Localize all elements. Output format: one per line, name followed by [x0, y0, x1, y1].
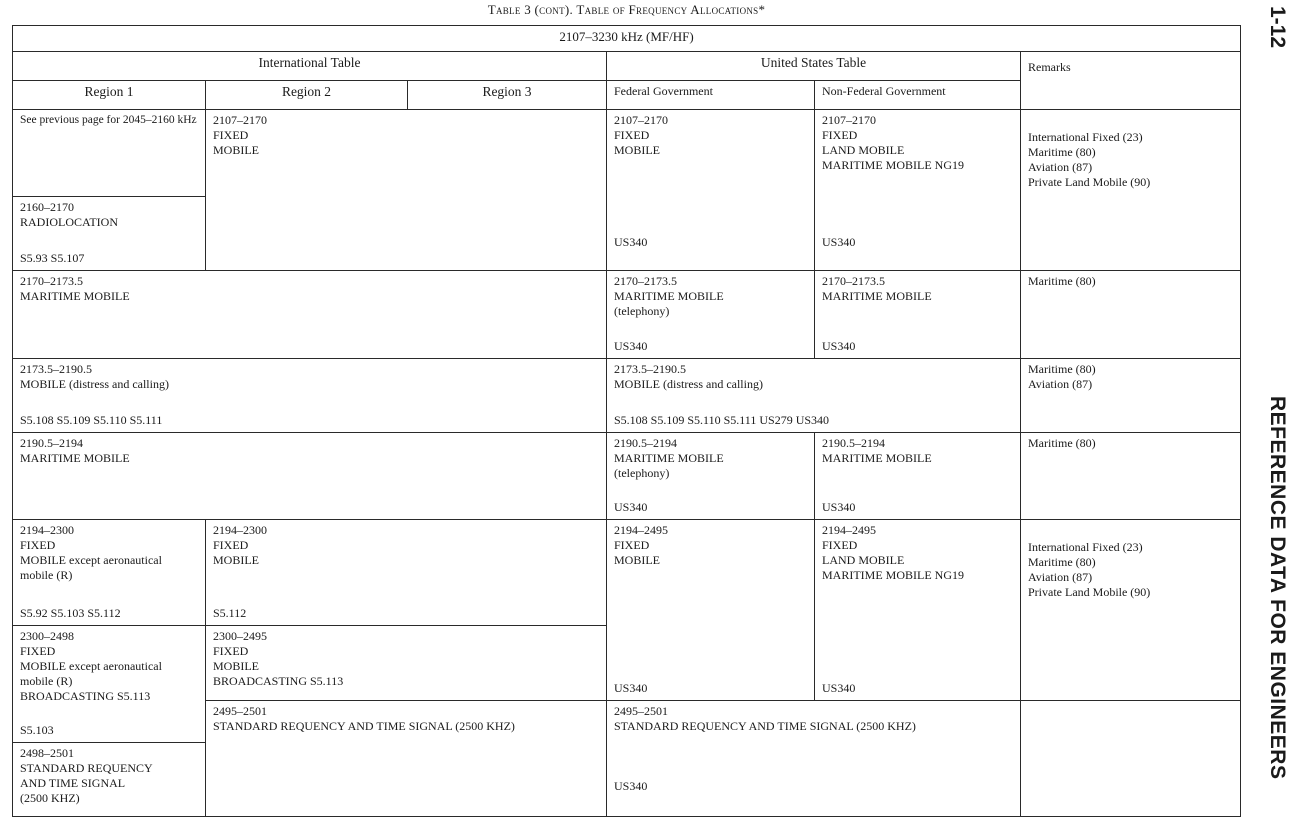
service-list: MARITIME MOBILE (telephony) [614, 450, 724, 480]
service-list: STANDARD REQUENCY AND TIME SIGNAL (2500 KHZ) [614, 718, 916, 733]
band-range: 2170–2173.5 [20, 274, 83, 289]
band-range: 2495–2501 [614, 703, 668, 718]
nonfederal-2194-2495-cell [815, 520, 1021, 701]
band-range: 2498–2501 [20, 746, 74, 761]
band-range: 2190.5–2194 [822, 435, 885, 450]
service-list: FIXED MOBILE except aeronautical mobile (R) [20, 538, 162, 583]
service-list: MOBILE (distress and calling) [614, 376, 763, 391]
intl-2190.5-2194-cell [13, 432, 607, 520]
region23-2194-2300-cell [206, 520, 607, 626]
us-2495-2501-cell [607, 700, 1021, 816]
frequency-allocation-table [12, 25, 1241, 817]
footnote-refs: US340 [822, 235, 856, 250]
band-range: 2194–2495 [614, 523, 668, 538]
remarks-text: International Fixed (23) Maritime (80) Aviation (87) Private Land Mobile (90) [1028, 129, 1151, 189]
service-list: MOBILE (distress and calling) [20, 376, 169, 391]
region1-2160-2170-cell [13, 197, 206, 271]
service-list: FIXED MOBILE [614, 538, 660, 568]
region1-2194-2300-cell [13, 520, 206, 626]
band-range: 2194–2300 [213, 523, 267, 538]
footnote-refs: US340 [822, 680, 856, 695]
footnote-refs: S5.112 [213, 606, 247, 621]
remarks-2107-2170-cell [1021, 109, 1241, 270]
service-list: RADIOLOCATION [20, 215, 118, 230]
region1-header: Region 1 [13, 81, 206, 109]
footnote-refs: US340 [822, 500, 856, 515]
page-margin [1243, 0, 1291, 838]
remarks-text: International Fixed (23) Maritime (80) Aviation (87) Private Land Mobile (90) [1028, 540, 1151, 600]
footnote-refs: US340 [614, 338, 648, 353]
remarks-2194-2495-cell [1021, 520, 1241, 701]
remarks-2190.5-2194-cell [1021, 432, 1241, 520]
service-list: STANDARD REQUENCY AND TIME SIGNAL (2500 KHZ) [20, 761, 153, 806]
region1-2300-2498-cell [13, 626, 206, 743]
band-range: 2300–2495 [213, 629, 267, 644]
service-list: MARITIME MOBILE (telephony) [614, 289, 724, 319]
service-list: MARITIME MOBILE [20, 289, 130, 304]
region23-2300-2495-cell [206, 626, 607, 701]
footnote-refs: S5.92 S5.103 S5.112 [20, 606, 121, 621]
nonfederal-2107-2170-cell [815, 109, 1021, 270]
page-number: 1-12 [1266, 6, 1289, 49]
federal-2194-2495-cell [607, 520, 815, 701]
band-range-banner: 2107–3230 kHz (MF/HF) [13, 26, 1241, 52]
footnote-refs: S5.103 [20, 723, 54, 738]
remarks-text: Maritime (80) [1028, 435, 1096, 450]
band-range: 2495–2501 [213, 703, 267, 718]
remarks-2170-2173.5-cell [1021, 271, 1241, 359]
footnote-refs: US340 [614, 779, 648, 793]
band-range: 2160–2170 [20, 200, 74, 215]
us-table-header: United States Table [607, 52, 1021, 81]
remarks-text: Maritime (80) Aviation (87) [1028, 361, 1096, 391]
nonfederal-header: Non-Federal Government [815, 81, 1021, 109]
band-range: 2107–2170 [614, 112, 668, 127]
running-head: REFERENCE DATA FOR ENGINEERS [1266, 396, 1289, 780]
service-list: MARITIME MOBILE [822, 450, 932, 465]
band-range: 2107–2170 [213, 112, 267, 127]
region1-see-previous-cell [13, 109, 206, 197]
service-list: FIXED LAND MOBILE MARITIME MOBILE NG19 [822, 127, 964, 172]
service-list: FIXED MOBILE [213, 538, 259, 568]
service-list: FIXED MOBILE BROADCASTING S5.113 [213, 644, 344, 689]
band-range: 2194–2300 [20, 523, 74, 538]
federal-2190.5-2194-cell [607, 432, 815, 520]
service-list: MARITIME MOBILE [822, 289, 932, 304]
band-range: 2194–2495 [822, 523, 876, 538]
service-list: FIXED LAND MOBILE MARITIME MOBILE NG19 [822, 538, 964, 583]
federal-header: Federal Government [607, 81, 815, 109]
band-range: 2173.5–2190.5 [614, 361, 686, 376]
region3-header: Region 3 [408, 81, 607, 109]
band-range: 2173.5–2190.5 [20, 361, 92, 376]
band-note: See previous page for 2045–2160 kHz [20, 113, 197, 126]
footnote-refs: US340 [614, 235, 648, 250]
us-2173.5-2190.5-cell [607, 358, 1021, 432]
nonfederal-2190.5-2194-cell [815, 432, 1021, 520]
remarks-2173.5-2190.5-cell [1021, 358, 1241, 432]
intl-2170-2173.5-cell [13, 271, 607, 359]
remarks-header: Remarks [1021, 52, 1241, 110]
remarks-text: Maritime (80) [1028, 274, 1096, 289]
region23-2107-2170-cell [206, 109, 607, 270]
band-range: 2190.5–2194 [20, 435, 83, 450]
remarks-2495-2501-cell [1021, 700, 1241, 816]
service-list: FIXED MOBILE [614, 127, 660, 157]
footnote-refs: US340 [822, 338, 856, 353]
federal-2170-2173.5-cell [607, 271, 815, 359]
intl-2173.5-2190.5-cell [13, 358, 607, 432]
region23-2495-2501-cell [206, 700, 607, 816]
footnote-refs: S5.108 S5.109 S5.110 S5.111 US279 US340 [614, 412, 830, 427]
table-caption: Table 3 (cont). Table of Frequency Allocations* [487, 2, 766, 17]
service-list: MARITIME MOBILE [20, 450, 130, 465]
footnote-refs: S5.93 S5.107 [20, 251, 85, 266]
international-table-header: International Table [13, 52, 607, 81]
band-range: 2190.5–2194 [614, 435, 677, 450]
band-range: 2170–2173.5 [614, 274, 677, 289]
federal-2107-2170-cell [607, 109, 815, 270]
band-range: 2170–2173.5 [822, 274, 885, 289]
band-range: 2107–2170 [822, 112, 876, 127]
service-list: FIXED MOBILE [213, 127, 259, 157]
service-list: STANDARD REQUENCY AND TIME SIGNAL (2500 KHZ) [213, 718, 515, 733]
footnote-refs: US340 [614, 680, 648, 695]
footnote-refs: US340 [614, 500, 648, 515]
region1-2498-2501-cell [13, 743, 206, 817]
footnote-refs: S5.108 S5.109 S5.110 S5.111 [20, 412, 163, 427]
nonfederal-2170-2173.5-cell [815, 271, 1021, 359]
region2-header: Region 2 [206, 81, 408, 109]
band-range: 2300–2498 [20, 629, 74, 644]
service-list: FIXED MOBILE except aeronautical mobile (R) BROADCASTING S5.113 [20, 644, 162, 704]
